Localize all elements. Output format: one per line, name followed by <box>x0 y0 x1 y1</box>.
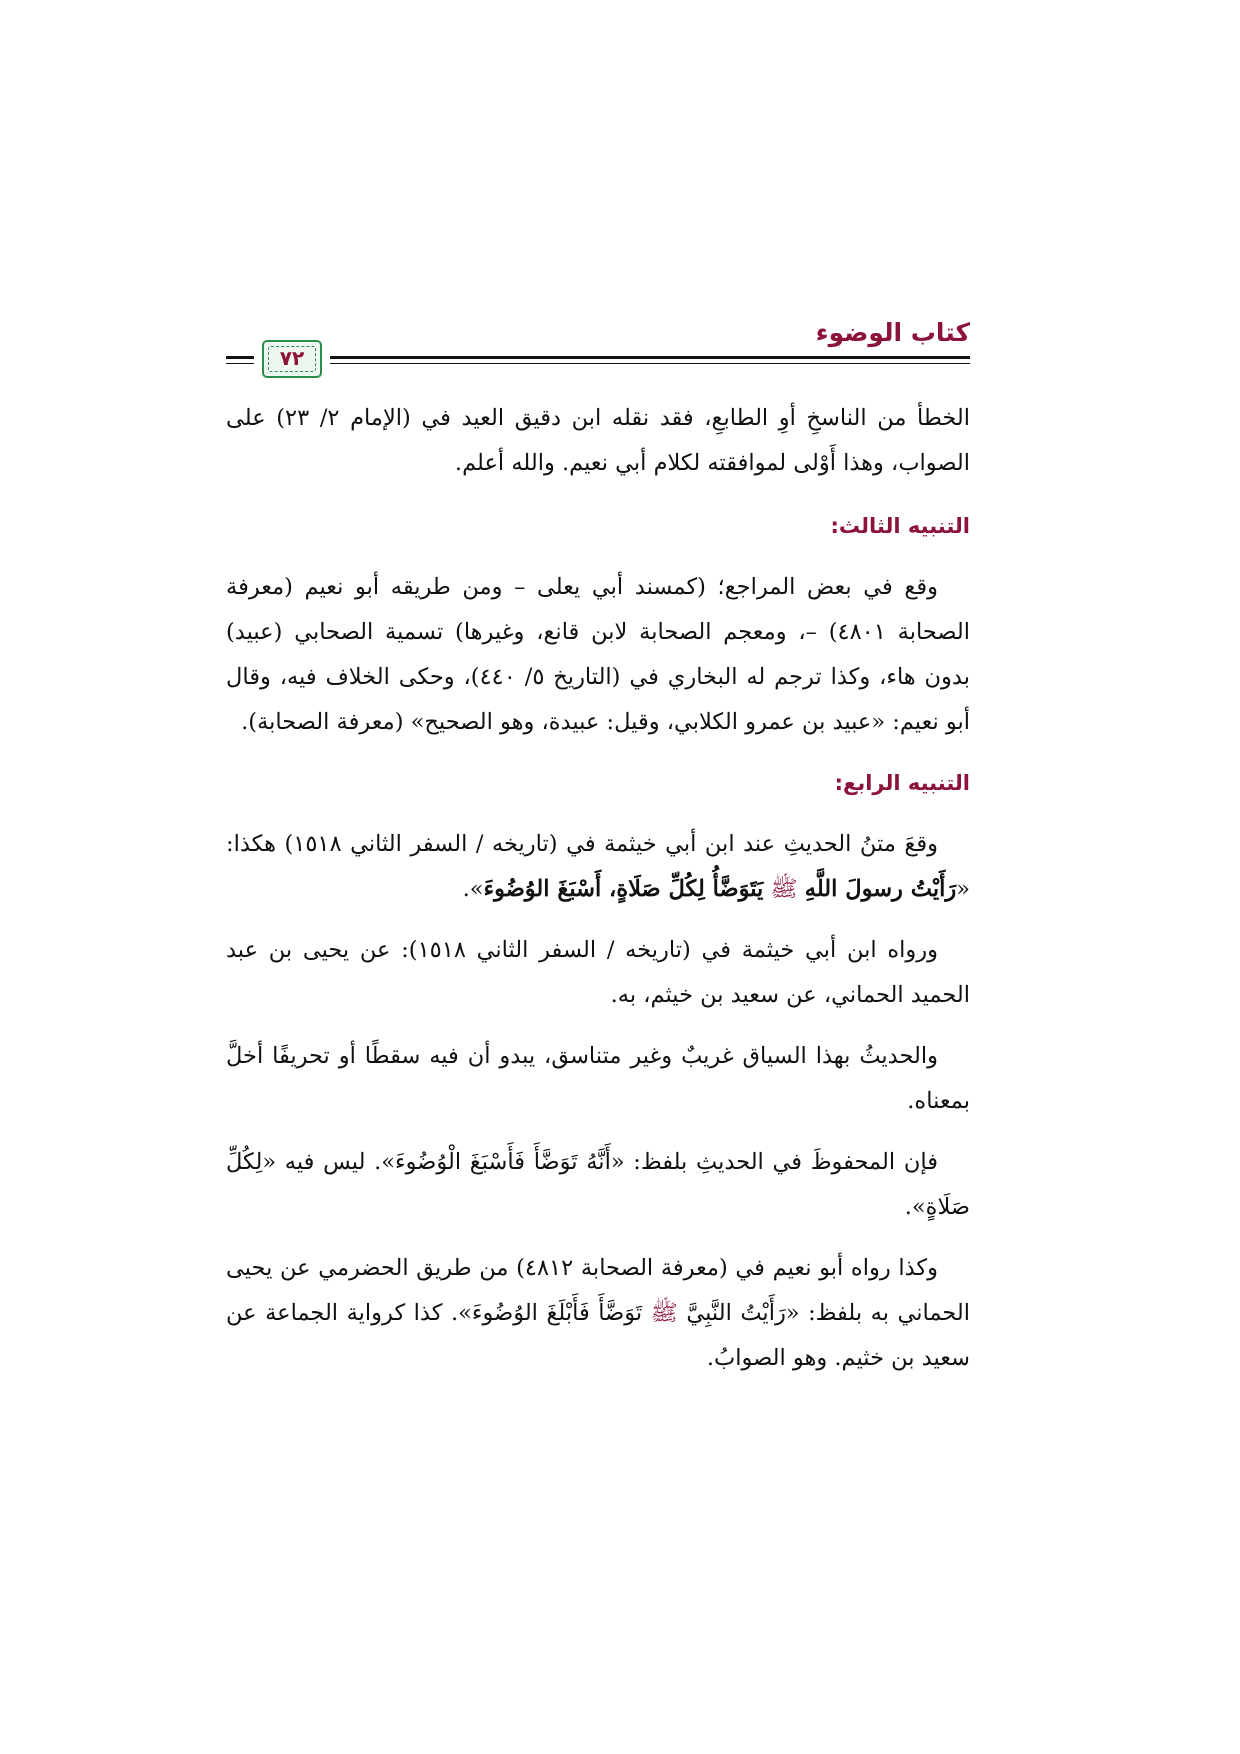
page-header <box>226 318 970 382</box>
header-rule-left-thin <box>226 363 254 364</box>
section-heading: التنبيه الثالث: <box>830 514 970 538</box>
page-number: ٧٢ <box>279 346 305 370</box>
paragraph: وقع في بعض المراجع؛ (كمسند أبي يعلى – ومن طريقه أبو نعيم (معرفة الصحابة ٤٨٠١) –، ومعجم الصحابة لابن قانع، وغيرها) تسمية الصحابي (عبيد) بدون هاء، وكذا ترجم له البخاري في (التاريخ ٥/ ٤٤٠)، وحكى الخلاف فيه، وقال أبو نعيم: «عبيد بن عمرو الكلابي، وقيل: عبيدة، وهو الصحيح» (معرفة الصحابة). <box>226 574 971 735</box>
paragraph: ورواه ابن أبي خيثمة في (تاريخه / السفر الثاني ١٥١٨): عن يحيى بن عبد الحميد الحماني، عن سعيد بن خيثم، به. <box>226 937 970 1008</box>
paragraph: والحديثُ بهذا السياق غريبٌ وغير متناسق، يبدو أن فيه سقطًا أو تحريفًا أخلَّ بمعناه. <box>226 1043 970 1114</box>
paragraph: الخطأ من الناسخِ أوِ الطابعِ، فقد نقله ابن دقيق العيد في (الإمام ٢/ ٢٣) على الصواب، وهذا أَوْلى لموافقته لكلام أبي نعيم. والله أعلم. <box>226 405 970 476</box>
page-number-badge <box>262 340 322 378</box>
book-title: كتاب الوضوء <box>815 318 970 347</box>
salutation-symbol: ﷺ <box>770 876 798 902</box>
text-run: وكذا رواه أبو نعيم في (معرفة الصحابة ٤٨١٢) من طريق الحضرمي عن يحيى الحماني به بلفظ: «رَأَيْتُ النَّبِيَّ <box>226 1255 971 1326</box>
hadith-text: يَتَوَضَّأُ لِكُلِّ صَلَاةٍ، أَسْبَغَ الوُضُوءَ <box>483 876 764 902</box>
salutation-symbol: ﷺ <box>650 1300 678 1326</box>
hadith-text: رَأَيْتُ رسولَ اللَّهِ <box>804 876 957 902</box>
text-run: ». <box>462 876 484 902</box>
page-content <box>226 396 970 1397</box>
header-rule-thin <box>330 363 970 364</box>
section-heading: التنبيه الرابع: <box>834 771 970 795</box>
header-rule <box>330 356 970 359</box>
text-run: تَوَضَّأَ فَأَبْلَغَ الوُضُوءَ». كذا كرواية الجماعة عن سعيد بن خثيم. وهو الصوابُ. <box>226 1300 970 1371</box>
text-run: وقعَ متنُ الحديثِ عند ابن أبي خيثمة في (تاريخه / السفر الثاني ١٥١٨) هكذا: « <box>226 831 970 902</box>
paragraph: فإن المحفوظَ في الحديثِ بلفظ: «أَنَّهُ تَوَضَّأَ فَأَسْبَغَ الْوُضُوءَ». ليس فيه «لِكُلِّ صَلَاةٍ». <box>226 1149 970 1220</box>
paragraph <box>226 822 970 912</box>
paragraph <box>226 1246 970 1381</box>
header-rule-left <box>226 356 254 359</box>
